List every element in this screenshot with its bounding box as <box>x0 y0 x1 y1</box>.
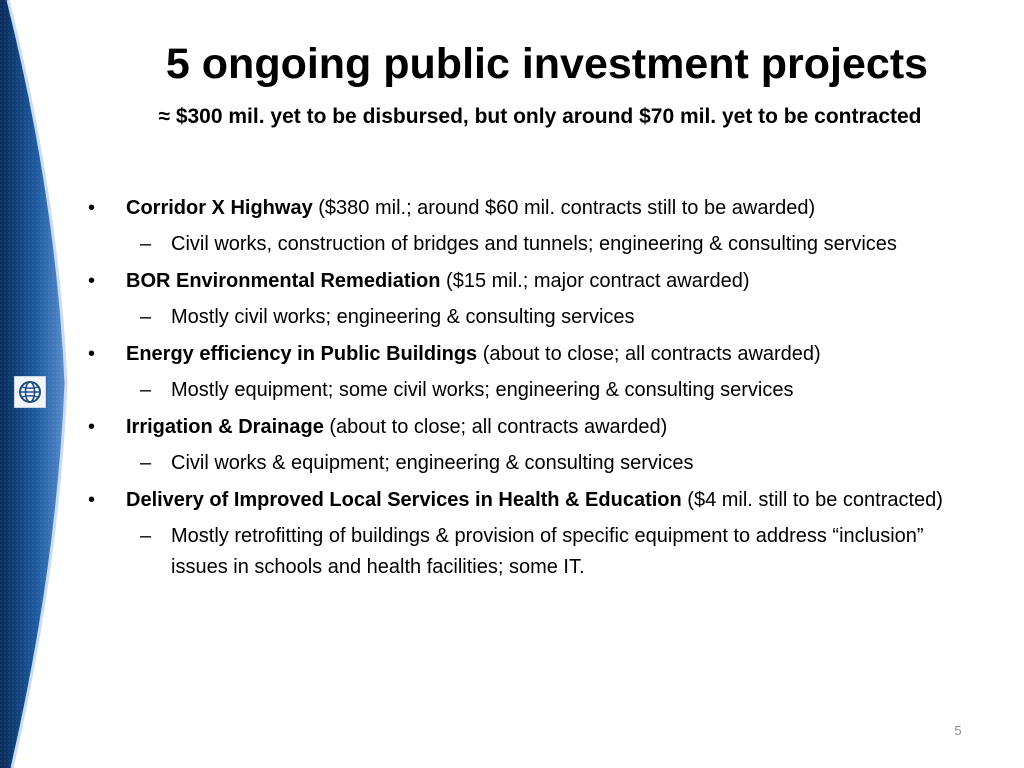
project-sub-text: Civil works, construction of bridges and tunnels; engineering & consulting services <box>171 233 897 255</box>
dash-icon: – <box>140 525 152 547</box>
project-name: Corridor X Highway <box>126 197 313 219</box>
bullet-icon: • <box>88 343 96 365</box>
project-entry <box>86 412 966 443</box>
dash-icon: – <box>140 452 152 474</box>
project-sub-text: Civil works & equipment; engineering & consulting services <box>171 452 694 474</box>
project-details: ($15 mil.; major contract awarded) <box>440 270 750 292</box>
slide-title: 5 ongoing public investment projects <box>165 40 929 88</box>
bullet-icon: • <box>88 489 96 511</box>
project-entry <box>86 266 966 297</box>
list-item <box>86 193 966 260</box>
dash-icon: – <box>140 233 152 255</box>
project-entry <box>86 339 966 370</box>
bullet-icon: • <box>88 416 96 438</box>
project-details: (about to close; all contracts awarded) <box>477 343 821 365</box>
project-name: BOR Environmental Remediation <box>126 270 441 292</box>
dash-icon: – <box>140 379 152 401</box>
project-sub-text: Mostly retrofitting of buildings & provision of specific equipment to address “inclusion” issues in schools and health facilities; some IT. <box>171 525 924 578</box>
project-details: ($4 mil. still to be contracted) <box>681 489 943 511</box>
list-item <box>86 266 966 333</box>
project-sub-text: Mostly civil works; engineering & consulting services <box>171 306 635 328</box>
project-name: Delivery of Improved Local Services in Health & Education <box>126 489 682 511</box>
bullet-list <box>86 193 966 589</box>
project-name: Energy efficiency in Public Buildings <box>126 343 478 365</box>
list-item <box>86 412 966 479</box>
project-name: Irrigation & Drainage <box>126 416 324 438</box>
project-sub-entry <box>86 521 966 583</box>
project-details: ($380 mil.; around $60 mil. contracts still to be awarded) <box>312 197 816 219</box>
project-sub-entry <box>86 302 966 333</box>
project-sub-text: Mostly equipment; some civil works; engineering & consulting services <box>171 379 794 401</box>
list-item <box>86 485 966 583</box>
dash-icon: – <box>140 306 152 328</box>
project-sub-entry <box>86 229 966 260</box>
slide-subtitle: ≈ $300 mil. yet to be disbursed, but only around $70 mil. yet to be contracted <box>158 105 922 128</box>
list-item <box>86 339 966 406</box>
project-sub-entry <box>86 375 966 406</box>
project-entry <box>86 485 966 516</box>
bullet-icon: • <box>88 197 96 219</box>
bullet-icon: • <box>88 270 96 292</box>
project-details: (about to close; all contracts awarded) <box>323 416 668 438</box>
project-entry <box>86 193 966 224</box>
page-number: 5 <box>954 723 962 738</box>
project-sub-entry <box>86 448 966 479</box>
world-bank-globe-icon <box>14 376 46 408</box>
